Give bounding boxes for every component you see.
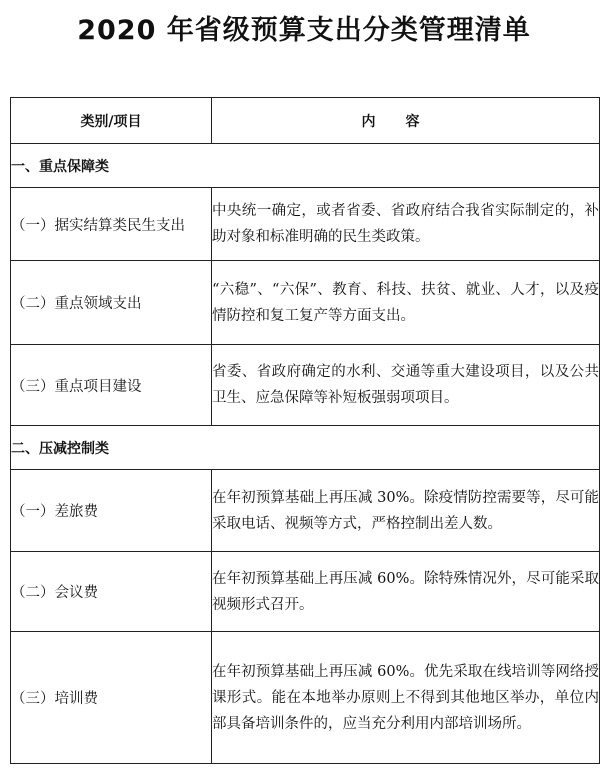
row-content: 中央统一确定，或者省委、省政府结合我省实际制定的，补助对象和标准明确的民生类政策。 — [212, 188, 600, 261]
section-heading-reduction-control: 二、压减控制类 — [11, 426, 600, 470]
row-content: 在年初预算基础上再压减 60%。除特殊情况外，尽可能采取视频形式召开。 — [212, 552, 600, 632]
table-row — [11, 345, 600, 426]
section-row — [11, 144, 600, 188]
table-header-row — [11, 98, 600, 144]
budget-classification-table — [10, 97, 600, 764]
row-category: （二）会议费 — [11, 552, 212, 632]
row-category: （三）重点项目建设 — [11, 345, 212, 426]
table-row — [11, 470, 600, 552]
row-content: “六稳”、“六保”、教育、科技、扶贫、就业、人才，以及疫情防控和复工复产等方面支出。 — [212, 261, 600, 345]
page-title: 2020 年省级预算支出分类管理清单 — [77, 15, 531, 46]
row-category: （一）差旅费 — [11, 470, 212, 552]
row-content: 在年初预算基础上再压减 60%。优先采取在线培训等网络授课形式。能在本地举办原则上不得到其他地区举办，单位内部具备培训条件的，应当充分利用内部培训场所。 — [212, 632, 600, 764]
row-category: （二）重点领域支出 — [11, 261, 212, 345]
table-row — [11, 552, 600, 632]
column-header-category: 类别/项目 — [11, 98, 212, 144]
table-row — [11, 261, 600, 345]
row-content: 省委、省政府确定的水利、交通等重大建设项目，以及公共卫生、应急保障等补短板强弱项项目。 — [212, 345, 600, 426]
table-row — [11, 188, 600, 261]
column-header-content: 内容 — [212, 98, 600, 144]
section-row — [11, 426, 600, 470]
section-heading-key-guarantee: 一、重点保障类 — [11, 144, 600, 188]
row-content: 在年初预算基础上再压减 30%。除疫情防控需要等，尽可能采取电话、视频等方式，严格控制出差人数。 — [212, 470, 600, 552]
row-category: （三）培训费 — [11, 632, 212, 764]
table-row — [11, 632, 600, 764]
row-category: （一）据实结算类民生支出 — [11, 188, 212, 261]
